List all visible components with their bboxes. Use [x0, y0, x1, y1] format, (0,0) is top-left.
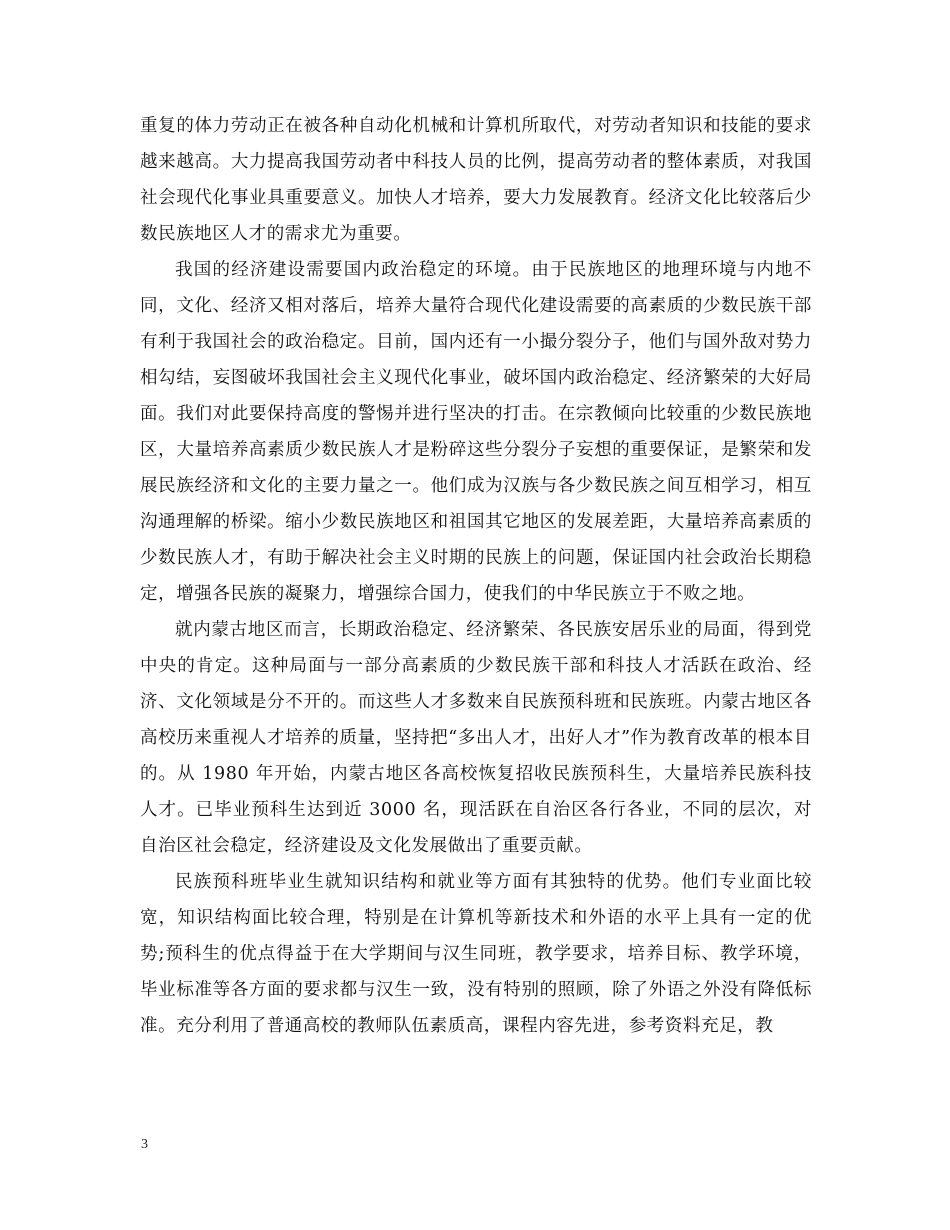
paragraph-inner-mongolia: 就内蒙古地区而言，长期政治稳定、经济繁荣、各民族安居乐业的局面，得到党中央的肯定。这种局面与一部分高素质的少数民族干部和科技人才活跃在政治、经济、文化领域是分不开的。而这些人才多数来自民族预科班和民族班。内蒙古地区各高校历来重视人才培养的质量，坚持把“多出人才，出好人才”作为教育改革的根本目的。从 1980 年开始，内蒙古地区各高校恢复招收民族预科生，大量培养民族科技人才。已毕业预科生达到近 3000 名，现活跃在自治区各行各业，不同的层次，对自治区社会稳定，经济建设及文化发展做出了重要贡献。 [140, 620, 812, 856]
body-text [140, 108, 812, 1044]
paragraph-preparatory-class: 民族预科班毕业生就知识结构和就业等方面有其独特的优势。他们专业面比较宽，知识结构面比较合理，特别是在计算机等新技术和外语的水平上具有一定的优势;预科生的优点得益于在大学期间与汉生同班，教学要求，培养目标、教学环境，毕业标准等各方面的要求都与汉生一致，没有特别的照顾，除了外语之外没有降低标准。充分利用了普通高校的教师队伍素质高，课程内容先进，参考资料充足，教 [140, 872, 812, 1036]
paragraph-political-stability: 我国的经济建设需要国内政治稳定的环境。由于民族地区的地理环境与内地不同，文化、经济又相对落后，培养大量符合现代化建设需要的高素质的少数民族干部有利于我国社会的政治稳定。目前，国内还有一小撮分裂分子，他们与国外敌对势力相勾结，妄图破坏我国社会主义现代化事业，破坏国内政治稳定、经济繁荣的大好局面。我们对此要保持高度的警惕并进行坚决的打击。在宗教倾向比较重的少数民族地区，大量培养高素质少数民族人才是粉碎这些分裂分子妄想的重要保证，是繁荣和发展民族经济和文化的主要力量之一。他们成为汉族与各少数民族之间互相学习，相互沟通理解的桥梁。缩小少数民族地区和祖国其它地区的发展差距，大量培养高素质的少数民族人才，有助于解决社会主义时期的民族上的问题，保证国内社会政治长期稳定，增强各民族的凝聚力，增强综合国力，使我们的中华民族立于不败之地。 [140, 260, 812, 604]
paragraph-continued: 重复的体力劳动正在被各种自动化机械和计算机所取代，对劳动者知识和技能的要求越来越高。大力提高我国劳动者中科技人员的比例，提高劳动者的整体素质，对我国社会现代化事业具重要意义。加快人才培养，要大力发展教育。经济文化比较落后少数民族地区人才的需求尤为重要。 [140, 116, 812, 244]
page-number: 3 [141, 1137, 148, 1152]
